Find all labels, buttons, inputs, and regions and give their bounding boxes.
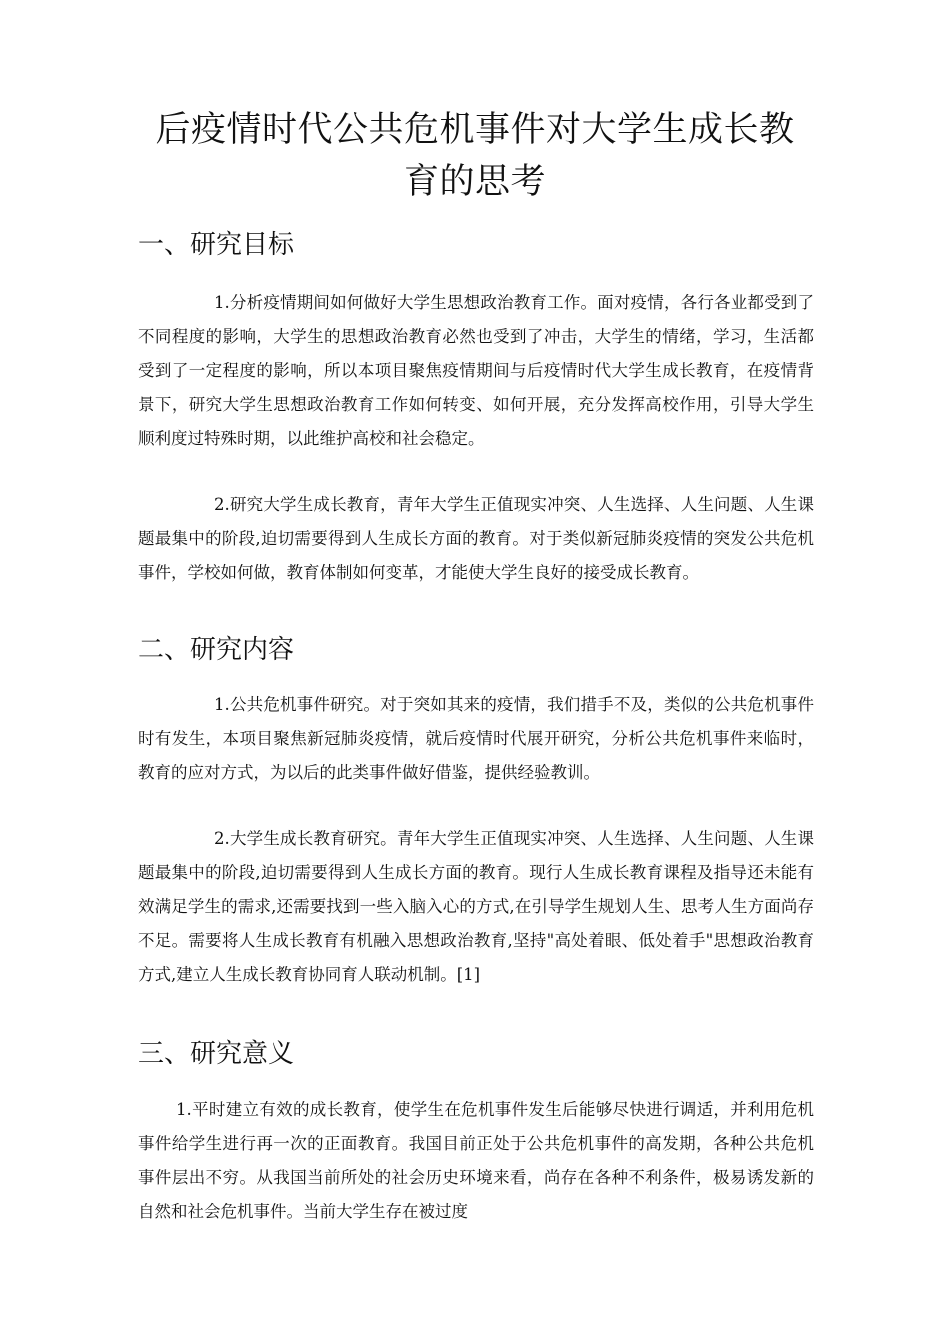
section-heading-research-content: 二、研究内容 — [138, 635, 295, 665]
paragraph-goal-2 — [138, 488, 814, 590]
section-heading-research-goals: 一、研究目标 — [138, 230, 295, 260]
document-title — [120, 104, 830, 208]
paragraph-text: 大学生成长教育研究。青年大学生正值现实冲突、人生选择、人生问题、人生课题最集中的阶段,迫切需要得到人生成长方面的教育。现行人生成长教育课程及指导还未能有效满足学生的需求,还需要找到一些入脑入心的方式,在引导学生规划人生、思考人生方面尚存不足。需要将人生成长教育有机融入思想政治教育,坚持"高处着眼、低处着手"思想政治教育方式,建立人生成长教育协同育人联动机制。[1] — [138, 829, 814, 984]
paragraph-text: 平时建立有效的成长教育，使学生在危机事件发生后能够尽快进行调适，并利用危机事件给学生进行再一次的正面教育。我国目前正处于公共危机事件的高发期，各种公共危机事件层出不穷。从我国当前所处的社会历史环境来看，尚存在各种不利条件，极易诱发新的自然和社会危机事件。当前大学生存在被过度 — [138, 1100, 814, 1221]
paragraph-content-1 — [138, 688, 814, 790]
paragraph-text: 分析疫情期间如何做好大学生思想政治教育工作。面对疫情，各行各业都受到了不同程度的影响，大学生的思想政治教育必然也受到了冲击，大学生的情绪，学习，生活都受到了一定程度的影响，所以本项目聚焦疫情期间与后疫情时代大学生成长教育，在疫情背景下，研究大学生思想政治教育工作如何转变、如何开展，充分发挥高校作用，引导大学生顺利度过特殊时期，以此维护高校和社会稳定。 — [138, 293, 814, 448]
title-line-1: 后疫情时代公共危机事件对大学生成长教 — [155, 110, 795, 150]
paragraph-number: 1. — [214, 293, 230, 312]
paragraph-significance-1 — [138, 1093, 814, 1229]
title-line-2: 育的思考 — [403, 162, 546, 202]
paragraph-goal-1 — [138, 286, 814, 456]
paragraph-number: 1. — [176, 1100, 192, 1119]
paragraph-text: 研究大学生成长教育，青年大学生正值现实冲突、人生选择、人生问题、人生课题最集中的阶段,迫切需要得到人生成长方面的教育。对于类似新冠肺炎疫情的突发公共危机事件，学校如何做，教育体制如何变革，才能使大学生良好的接受成长教育。 — [138, 495, 814, 582]
paragraph-number: 2. — [214, 829, 230, 848]
paragraph-number: 2. — [214, 495, 230, 514]
paragraph-text: 公共危机事件研究。对于突如其来的疫情，我们措手不及，类似的公共危机事件时有发生，本项目聚焦新冠肺炎疫情，就后疫情时代展开研究，分析公共危机事件来临时，教育的应对方式，为以后的此类事件做好借鉴，提供经验教训。 — [138, 695, 814, 782]
section-heading-research-significance: 三、研究意义 — [138, 1039, 295, 1069]
paragraph-number: 1. — [214, 695, 230, 714]
paragraph-content-2 — [138, 822, 814, 992]
